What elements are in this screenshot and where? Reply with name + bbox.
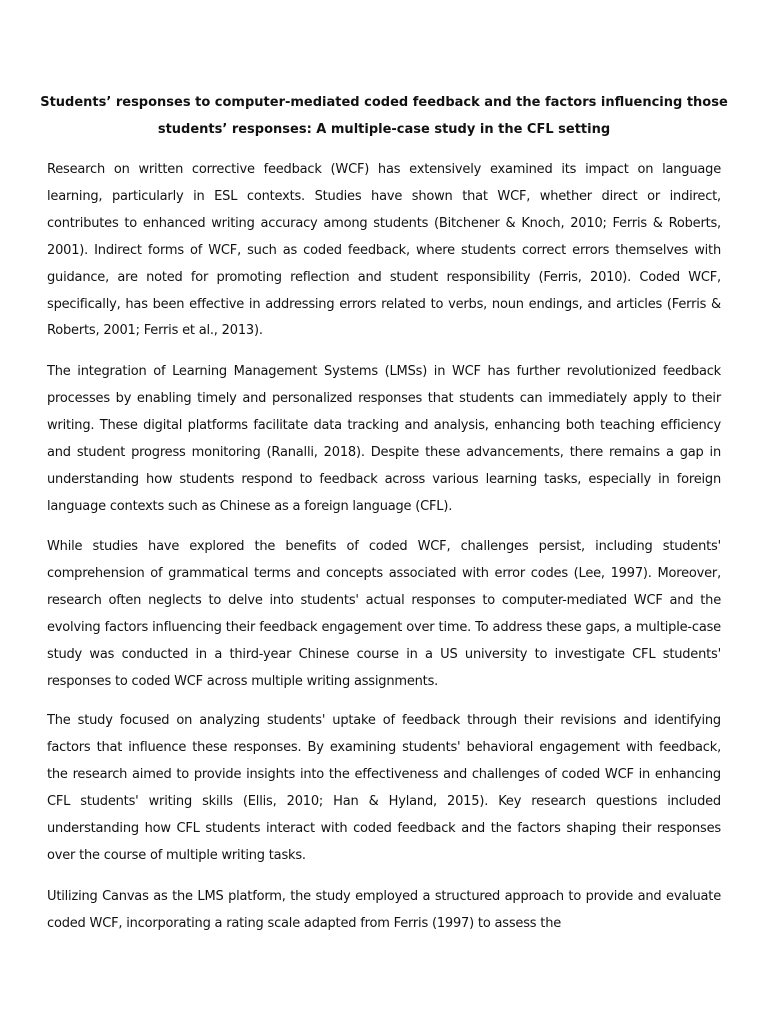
paragraph-5: Utilizing Canvas as the LMS platform, the study employed a structured approach to provide and evaluate coded WCF, incorporating a rating scale adapted from Ferris (1997) to assess the (47, 889, 721, 931)
paragraph-4: The study focused on analyzing students' uptake of feedback through their revisions and identifying factors that influence these responses. By examining students' behavioral engagement with feedback, the research aimed to provide insights into the effectiveness and challenges of coded WCF in enhancing CFL students' writing skills (Ellis, 2010; Han & Hyland, 2015). Key research questions included understanding how CFL students interact with coded feedback and the factors shaping their responses over the course of multiple writing tasks. (47, 713, 721, 863)
paragraph-1: Research on written corrective feedback (WCF) has extensively examined its impact on language learning, particularly in ESL contexts. Studies have shown that WCF, whether direct or indirect, contributes to enhanced writing accuracy among students (Bitchener & Knoch, 2010; Ferris & Roberts, 2001). Indirect forms of WCF, such as coded feedback, where students correct errors themselves with guidance, are noted for promoting reflection and student responsibility (Ferris, 2010). Coded WCF, specifically, has been effective in addressing errors related to verbs, noun endings, and articles (Ferris & Roberts, 2001; Ferris et al., 2013). (47, 162, 721, 339)
paragraph-3: While studies have explored the benefits of coded WCF, challenges persist, including students' comprehension of grammatical terms and concepts associated with error codes (Lee, 1997). Moreover, research often neglects to delve into students' actual responses to computer-mediated WCF and the evolving factors influencing their feedback engagement over time. To address these gaps, a multiple-case study was conducted in a third-year Chinese course in a US university to investigate CFL students' responses to coded WCF across multiple writing assignments. (47, 539, 721, 689)
document-title: Students’ responses to computer-mediated coded feedback and the factors influencing those students’ responses: A multiple-case study in the CFL setting (40, 95, 728, 137)
paragraph-2: The integration of Learning Management Systems (LMSs) in WCF has further revolutionized feedback processes by enabling timely and personalized responses that students can immediately apply to their writing. These digital platforms facilitate data tracking and analysis, enhancing both teaching efficiency and student progress monitoring (Ranalli, 2018). Despite these advancements, there remains a gap in understanding how students respond to feedback across various learning tasks, especially in foreign language contexts such as Chinese as a foreign language (CFL). (47, 364, 721, 514)
